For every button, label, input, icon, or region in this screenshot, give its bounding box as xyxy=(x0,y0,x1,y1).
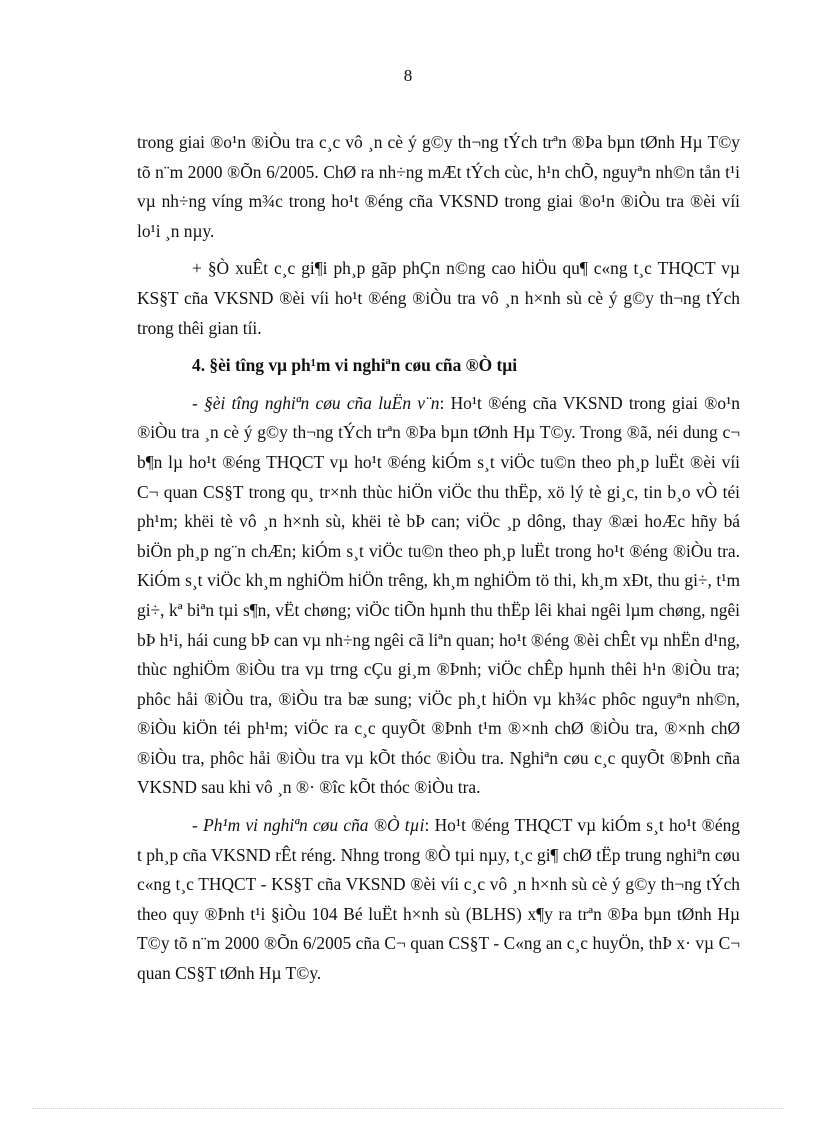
document-body xyxy=(137,128,740,997)
research-object-label: - §èi tîng nghiªn cøu cña luËn v¨n xyxy=(192,392,440,413)
paragraph-research-scope-continued: trong giai ®o¹n ®iÒu tra c¸c vô ¸n cè ý g©y th¬ng tÝch trªn ®Þa bµn tØnh Hµ T©y tõ n¨m 2000 ®Õn 6/2005. ChØ ra nh÷ng mÆt tÝch cùc, h¹n chÕ, nguyªn nh©n tån t¹i vµ nh÷ng víng m¾c trong ho¹t ®éng cña VKSND trong giai ®o¹n ®iÒu tra ®èi víi lo¹i ¸n nµy. xyxy=(137,132,740,241)
research-object-text: : Ho¹t ®éng cña VKSND trong giai ®o¹n ®iÒu tra ¸n cè ý g©y th¬ng tÝch trªn ®Þa bµn tØnh Hµ T©y. Trong ®ã, néi dung c¬ b¶n lµ ho¹t ®éng THQCT vµ ho¹t ®éng kiÓm s¸t viÖc tu©n theo ph¸p luËt ®èi víi C¬ quan CS§T trong qu¸ tr×nh thùc hiÖn viÖc thu thËp, xö lý tè gi¸c, tin b¸o vÒ téi ph¹m; khëi tè vô ¸n h×nh sù, khëi tè bÞ can; viÖc ¸p dông, thay ®æi hoÆc hñy bá biÖn ph¸p ng¨n chÆn; kiÓm s¸t viÖc tu©n theo ph¸p luËt trong ho¹t ®éng ®iÒu tra. KiÓm s¸t viÖc kh¸m nghiÖm hiÖn trêng, kh¸m nghiÖm tö thi, kh¸m xÐt, thu gi÷, t¹m gi÷, kª biªn tµi s¶n, vËt chøng; viÖc tiÕn hµnh thu thËp lêi khai ngêi lµm chøng, ngêi bÞ h¹i, hái cung bÞ can vµ nh÷ng ngêi cã liªn quan; ho¹t ®éng ®èi chÊt vµ nhËn d¹ng, thùc nghiÖm ®iÒu tra vµ trng cÇu gi¸m ®Þnh; viÖc chÊp hµnh thêi h¹n ®iÒu tra; phôc håi ®iÒu tra, ®iÒu tra bæ sung; viÖc ph¸t hiÖn vµ kh¾c phôc nguyªn nh©n, ®iÒu kiÖn téi ph¹m; viÖc ra c¸c quyÕt ®Þnh t¹m ®×nh chØ ®iÒu tra, ®×nh chØ ®iÒu tra, phôc håi ®iÒu tra vµ kÕt thóc ®iÒu tra. Nghiªn cøu c¸c quyÕt ®Þnh cña VKSND sau khi vô ¸n ®· ®îc kÕt thóc ®iÒu tra. xyxy=(137,392,740,798)
research-range-label: - Ph¹m vi nghiªn cøu cña ®Ò tµi xyxy=(192,815,425,836)
paragraph-proposals: + §Ò xuÊt c¸c gi¶i ph¸p gãp phÇn n©ng cao hiÖu qu¶ c«ng t¸c THQCT vµ KS§T cña VKSND ®èi víi ho¹t ®éng ®iÒu tra vô ¸n h×nh sù cè ý g©y th¬ng tÝch trong thêi gian tíi. xyxy=(137,258,740,338)
section-heading: 4. §èi tîng vµ ph¹m vi nghiªn cøu cña ®Ò tµi xyxy=(192,355,518,376)
page-bottom-divider xyxy=(32,1108,784,1109)
paragraph-research-range xyxy=(137,811,740,989)
page-number: 8 xyxy=(403,66,413,85)
paragraph-research-object xyxy=(137,389,740,803)
research-range-text: : Ho¹t ®éng THQCT vµ kiÓm s¸t ho¹t ®éng t ph¸p cña VKSND rÊt réng. Nhng trong ®Ò tµi nµy, t¸c gi¶ chØ tËp trung nghiªn cøu c«ng t¸c THQCT - KS§T cña VKSND ®èi víi c¸c vô ¸n h×nh sù cè ý g©y th¬ng tÝch theo quy ®Þnh t¹i §iÒu 104 Bé luËt h×nh sù (BLHS) x¶y ra trªn ®Þa bµn tØnh Hµ T©y tõ n¨m 2000 ®Õn 6/2005 cña C¬ quan CS§T - C«ng an c¸c huyÖn, thÞ x· vµ C¬ quan CS§T tØnh Hµ T©y. xyxy=(137,815,740,984)
